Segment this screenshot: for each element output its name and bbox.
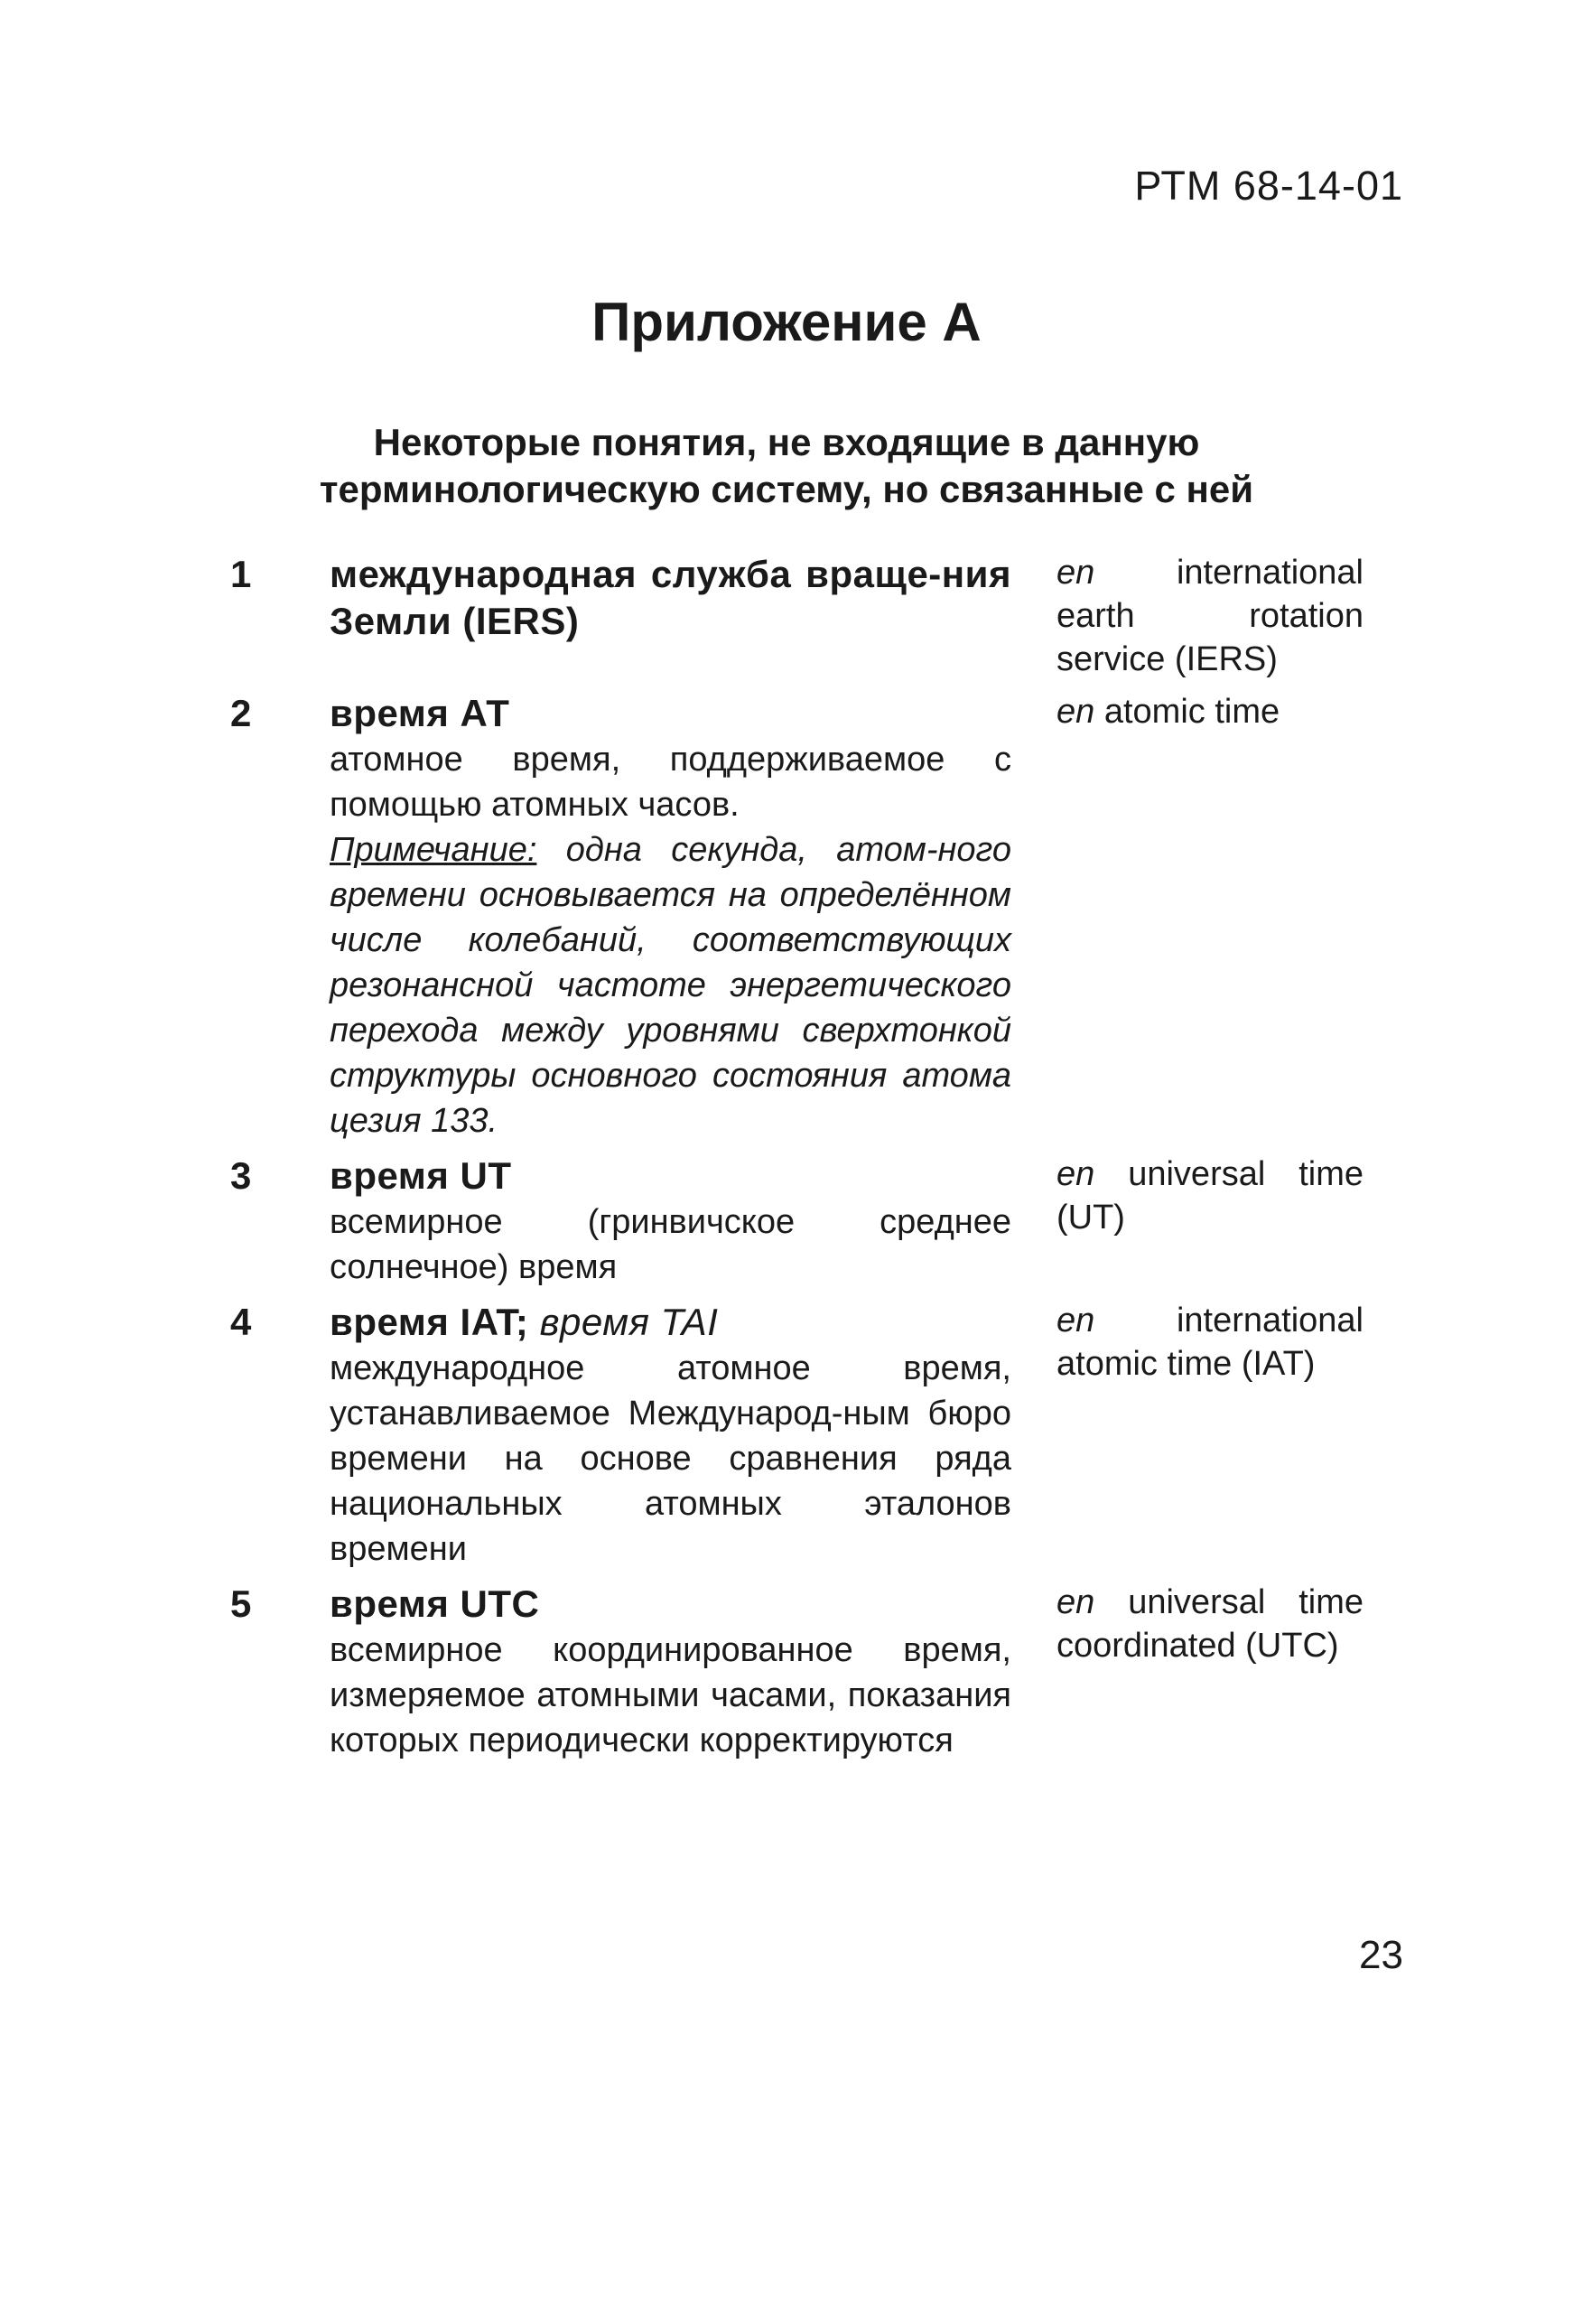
term-name: время UT [330,1154,512,1197]
note-text: одна секунда, атом-ного времени основывается на определённом числе колебаний, соответствующих резонансной частоте энергетического перехода между уровнями сверхтонкой структуры основного состояния атома цезия 133. [330,831,1011,1140]
term-definition: всемирное (гринвичское среднее солнечное) время [330,1203,1011,1286]
term-name-alternative: время TAI [539,1301,719,1343]
appendix-title: Приложение А [591,292,982,352]
term-name: международная служба враще-ния Земли (IERS) [330,553,1011,642]
term-body [330,551,1011,645]
term-entry [230,1299,1368,1572]
lang-tag: en [1056,693,1095,731]
term-number: 1 [230,553,252,595]
subtitle-line-1: Некоторые понятия, не входящие в данную [373,421,1200,463]
terms-list [230,551,1368,1763]
term-number: 5 [230,1582,252,1625]
term-name-main: время IAT; [330,1301,529,1343]
term-name [330,1299,1011,1346]
subtitle-line-2: терминологическую систему, но связанные с ней [319,468,1254,510]
term-body [330,1581,1011,1763]
term-entry [230,690,1368,1143]
term-definition: международное атомное время, устанавливаемое Международ-ным бюро времени на основе сравнения ряда национальных атомных эталонов времени [330,1349,1011,1568]
term-name: время UTC [330,1582,540,1625]
term-number: 3 [230,1154,252,1197]
term-entry [230,551,1368,681]
lang-tag: en [1056,1155,1095,1193]
term-english [1056,1581,1364,1667]
lang-tag: en [1056,554,1095,592]
term-number: 2 [230,692,252,734]
term-number: 4 [230,1301,252,1343]
english-equivalent: international atomic time (IAT) [1056,1302,1364,1383]
document-code: РТМ 68-14-01 [1134,163,1403,209]
term-body [330,1299,1011,1572]
english-equivalent: international earth rotation service (IERS) [1056,554,1364,678]
appendix-subtitle [0,419,1573,513]
term-body [330,690,1011,1143]
lang-tag: en [1056,1302,1095,1339]
note-label: Примечание: [330,831,537,869]
page-number: 23 [1359,1933,1403,1977]
term-note [330,827,1011,1143]
term-entry [230,1153,1368,1290]
term-english [1056,551,1364,681]
english-equivalent: atomic time [1103,693,1280,731]
term-english [1056,1153,1364,1239]
lang-tag: en [1056,1583,1095,1621]
english-equivalent: universal time (UT) [1056,1155,1364,1237]
term-body [330,1153,1011,1290]
term-english [1056,690,1364,733]
term-definition: всемирное координированное время, измеряемое атомными часами, показания которых периодически корректируются [330,1631,1011,1759]
term-english [1056,1299,1364,1386]
term-entry [230,1581,1368,1763]
term-definition: атомное время, поддерживаемое с помощью атомных часов. [330,741,1011,824]
english-equivalent: universal time coordinated (UTC) [1056,1583,1364,1665]
term-name: время АТ [330,692,510,734]
